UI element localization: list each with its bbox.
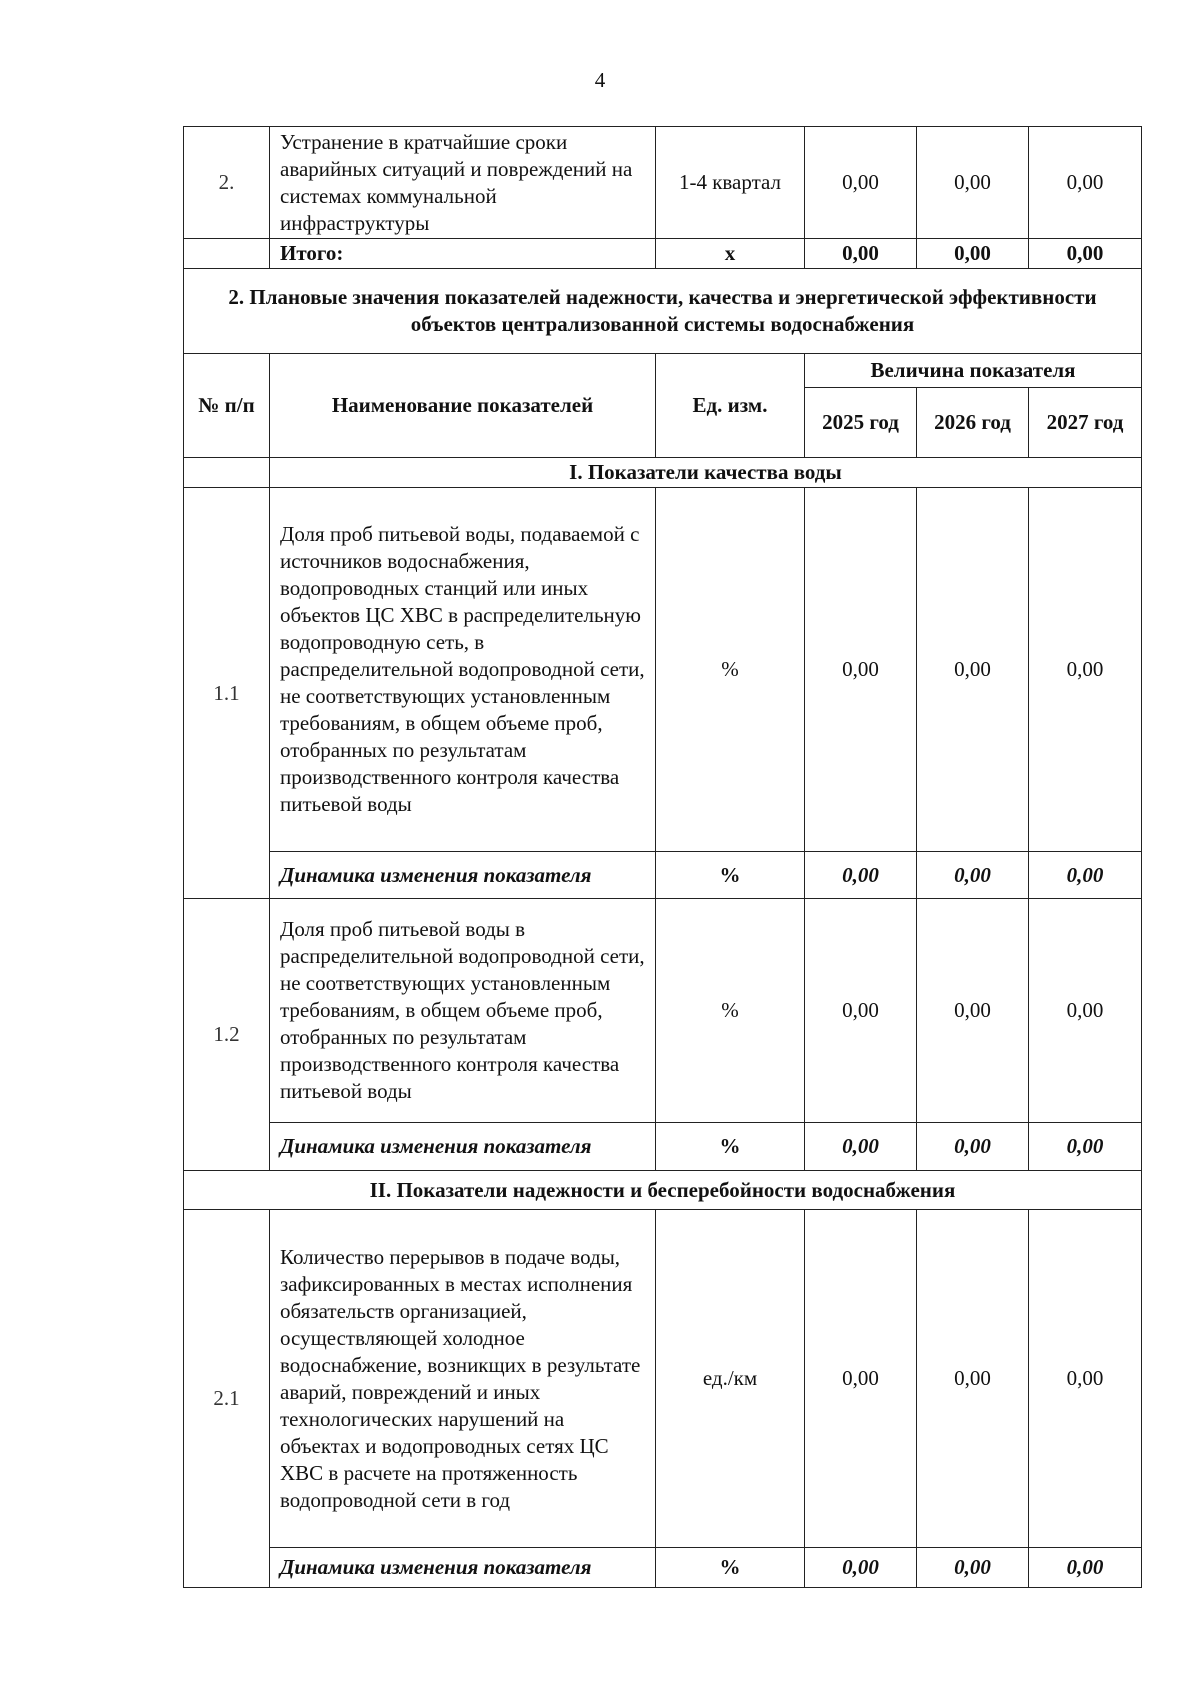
row-value-1: 0,00 [805, 488, 917, 852]
group-title-row [184, 458, 1142, 488]
row-value-3: 0,00 [1029, 899, 1142, 1123]
header-year-2026: 2026 год [917, 388, 1029, 458]
row-name: Доля проб питьевой воды в распределительной водопроводной сети, не соответствующих установленным требованиям, в общем объеме проб, отобранных по результатам производственного контроля качества питьевой воды [270, 899, 656, 1123]
section-title: 2. Плановые значения показателей надежности, качества и энергетической эффективности объектов централизованной системы водоснабжения [184, 269, 1142, 354]
header-number: № п/п [184, 354, 270, 458]
row-number: 2.1 [184, 1210, 270, 1588]
dynamics-value-3: 0,00 [1029, 1548, 1142, 1588]
dynamics-row [184, 1548, 1142, 1588]
header-unit: Ед. изм. [656, 354, 805, 458]
row-value-2: 0,00 [917, 1210, 1029, 1548]
group-title-2: II. Показатели надежности и бесперебойности водоснабжения [184, 1171, 1142, 1210]
dynamics-value-3: 0,00 [1029, 852, 1142, 899]
dynamics-row [184, 852, 1142, 899]
total-value-3: 0,00 [1029, 239, 1142, 269]
total-row [184, 239, 1142, 269]
dynamics-value-1: 0,00 [805, 852, 917, 899]
header-year-2025: 2025 год [805, 388, 917, 458]
row-value-1: 0,00 [805, 899, 917, 1123]
group-title-1: I. Показатели качества воды [270, 458, 1142, 488]
row-value-2: 0,00 [917, 899, 1029, 1123]
row-value-1: 0,00 [805, 127, 917, 239]
row-number: 1.1 [184, 488, 270, 899]
dynamics-value-3: 0,00 [1029, 1123, 1142, 1171]
total-x: х [656, 239, 805, 269]
row-value-3: 0,00 [1029, 1210, 1142, 1548]
dynamics-unit: % [656, 852, 805, 899]
table-row [184, 127, 1142, 239]
table-row [184, 488, 1142, 852]
row-number: 1.2 [184, 899, 270, 1171]
indicators-table [183, 126, 1142, 1588]
group-title-row [184, 1171, 1142, 1210]
row-value-1: 0,00 [805, 1210, 917, 1548]
dynamics-label: Динамика изменения показателя [270, 852, 656, 899]
row-value-3: 0,00 [1029, 127, 1142, 239]
total-empty-cell [184, 239, 270, 269]
header-value-group: Величина показателя [805, 354, 1142, 388]
dynamics-label: Динамика изменения показателя [270, 1123, 656, 1171]
header-name: Наименование показателей [270, 354, 656, 458]
row-period: 1-4 квартал [656, 127, 805, 239]
row-name: Количество перерывов в подаче воды, зафиксированных в местах исполнения обязательств организацией, осуществляющей холодное водоснабжение, возникщих в результате аварий, повреждений и иных технологических нарушений на объектах и водопроводных сетях ЦС ХВС в расчете на протяженность водопроводной сети в год [270, 1210, 656, 1548]
row-name: Устранение в кратчайшие сроки аварийных ситуаций и повреждений на системах коммунальной инфраструктуры [270, 127, 656, 239]
row-unit: % [656, 899, 805, 1123]
row-number: 2. [184, 127, 270, 239]
page-number: 4 [594, 68, 606, 92]
row-name: Доля проб питьевой воды, подаваемой с источников водоснабжения, водопроводных станций или иных объектов ЦС ХВС в распределительную водопроводную сеть, в распределительной водопроводной сети, не соответствующих установленным требованиям, в общем объеме проб, отобранных по результатам производственного контроля качества питьевой воды [270, 488, 656, 852]
total-label: Итого: [270, 239, 656, 269]
row-unit: % [656, 488, 805, 852]
total-value-1: 0,00 [805, 239, 917, 269]
total-value-2: 0,00 [917, 239, 1029, 269]
dynamics-value-1: 0,00 [805, 1548, 917, 1588]
group-empty-cell [184, 458, 270, 488]
dynamics-value-1: 0,00 [805, 1123, 917, 1171]
header-year-2027: 2027 год [1029, 388, 1142, 458]
dynamics-unit: % [656, 1548, 805, 1588]
table-row [184, 899, 1142, 1123]
dynamics-row [184, 1123, 1142, 1171]
row-unit: ед./км [656, 1210, 805, 1548]
table-row [184, 1210, 1142, 1548]
row-value-3: 0,00 [1029, 488, 1142, 852]
dynamics-unit: % [656, 1123, 805, 1171]
row-value-2: 0,00 [917, 488, 1029, 852]
dynamics-label: Динамика изменения показателя [270, 1548, 656, 1588]
header-row [184, 354, 1142, 388]
dynamics-value-2: 0,00 [917, 1123, 1029, 1171]
dynamics-value-2: 0,00 [917, 852, 1029, 899]
dynamics-value-2: 0,00 [917, 1548, 1029, 1588]
row-value-2: 0,00 [917, 127, 1029, 239]
section-title-row [184, 269, 1142, 354]
